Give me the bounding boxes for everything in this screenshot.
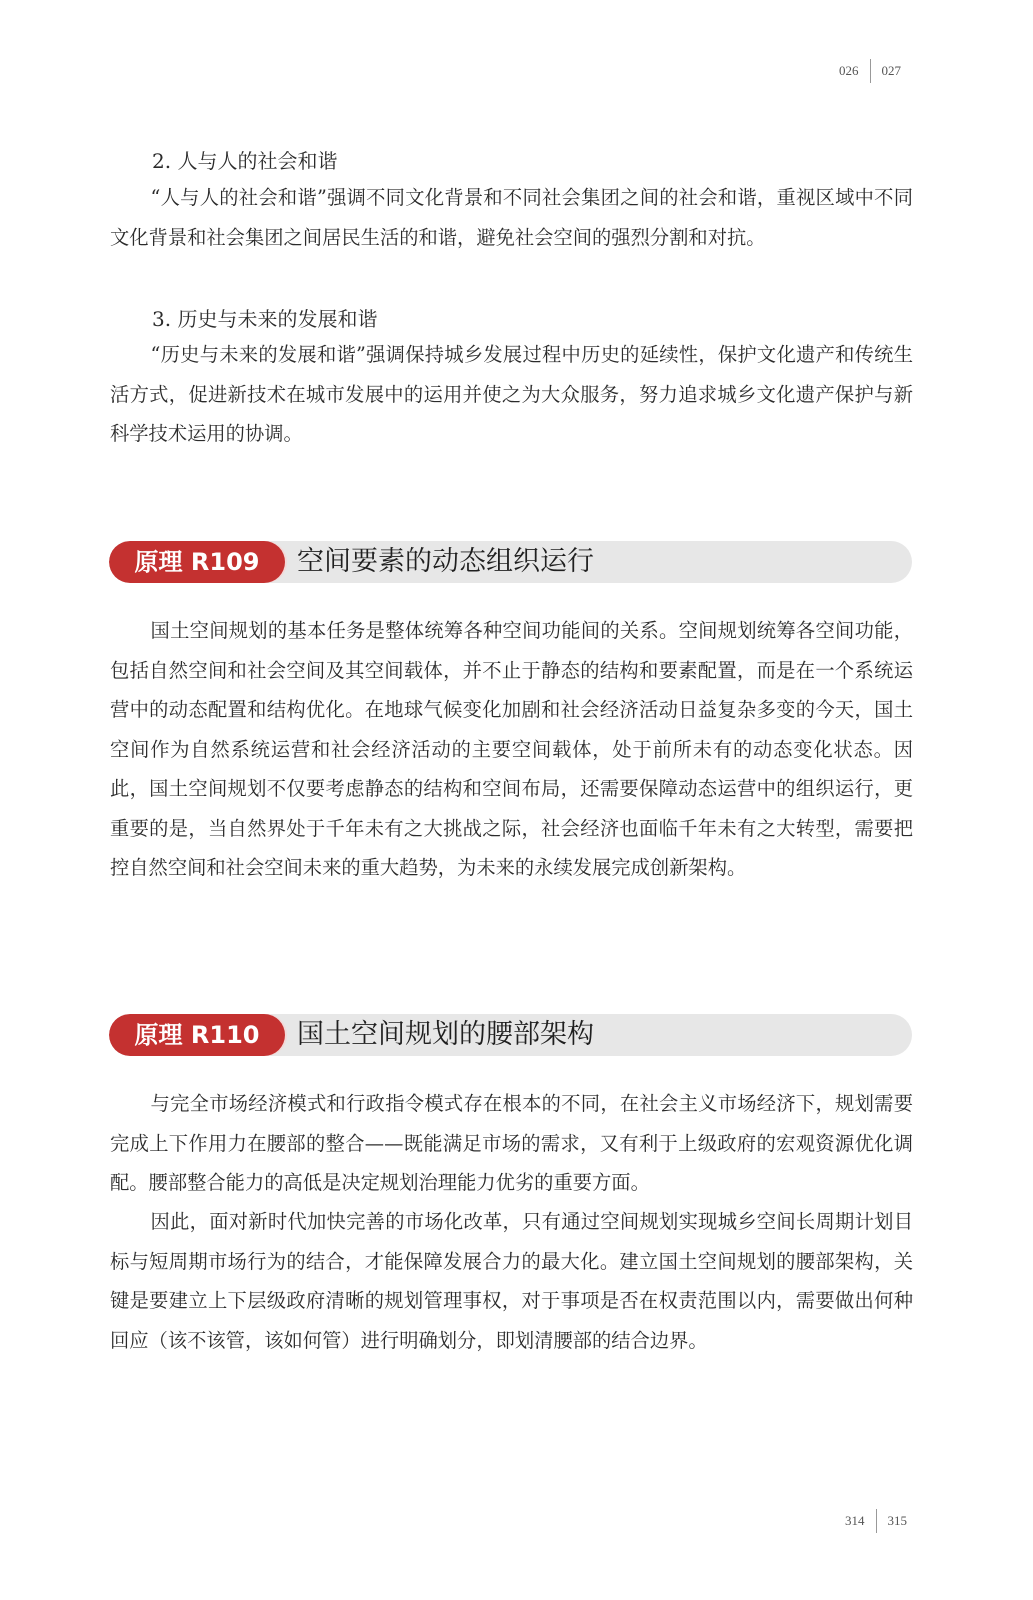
page-number-divider <box>876 1509 877 1533</box>
principle-body-r110-p2: 因此，面对新时代加快完善的市场化改革，只有通过空间规划实现城乡空间长周期计划目标与短周期市场行为的结合，才能保障发展合力的最大化。建立国土空间规划的腰部架构，关键是要建立上下层级政府清晰的规划管理事权，对于事项是否在权责范围以内，需要做出何种回应（该不该管，该如何管）进行明确划分，即划清腰部的结合边界。 <box>110 1210 913 1352</box>
page-number-right: 315 <box>887 1513 907 1528</box>
section-body-3: “历史与未来的发展和谐”强调保持城乡发展过程中历史的延续性，保护文化遗产和传统生活方式，促进新技术在城市发展中的运用并使之为大众服务，努力追求城乡文化遗产保护与新科学技术运用的协调。 <box>110 343 913 445</box>
section-heading-2: 2. 人与人的社会和谐 <box>152 149 338 173</box>
principle-body-r110-p1: 与完全市场经济模式和行政指令模式存在根本的不同，在社会主义市场经济下，规划需要完成上下作用力在腰部的整合——既能满足市场的需求，又有利于上级政府的宏观资源优化调配。腰部整合能力的高低是决定规划治理能力优劣的重要方面。 <box>110 1092 913 1194</box>
principle-title-r109: 空间要素的动态组织运行 <box>297 546 594 577</box>
page-number-right: 027 <box>881 63 901 78</box>
principle-tag-r109: 原理 R109 <box>109 541 285 583</box>
section-body-2: “人与人的社会和谐”强调不同文化背景和不同社会集团之间的社会和谐，重视区域中不同文化背景和社会集团之间居民生活的和谐，避免社会空间的强烈分割和对抗。 <box>110 186 913 249</box>
page-number-top <box>839 59 901 83</box>
section-heading-3: 3. 历史与未来的发展和谐 <box>152 307 378 331</box>
page-number-left: 026 <box>839 63 859 78</box>
principle-title-r110: 国土空间规划的腰部架构 <box>297 1019 594 1050</box>
page-number-left: 314 <box>845 1513 865 1528</box>
page-number-divider <box>870 59 871 83</box>
principle-tag-r110: 原理 R110 <box>109 1014 285 1056</box>
principle-banner-r110 <box>109 1014 912 1056</box>
principle-banner-r109 <box>109 541 912 583</box>
principle-body-r109: 国土空间规划的基本任务是整体统筹各种空间功能间的关系。空间规划统筹各空间功能，包括自然空间和社会空间及其空间载体，并不止于静态的结构和要素配置，而是在一个系统运营中的动态配置和结构优化。在地球气候变化加剧和社会经济活动日益复杂多变的今天，国土空间作为自然系统运营和社会经济活动的主要空间载体，处于前所未有的动态变化状态。因此，国土空间规划不仅要考虑静态的结构和空间布局，还需要保障动态运营中的组织运行，更重要的是，当自然界处于千年未有之大挑战之际，社会经济也面临千年未有之大转型，需要把控自然空间和社会空间未来的重大趋势，为未来的永续发展完成创新架构。 <box>110 619 913 879</box>
page-number-bottom <box>845 1509 907 1533</box>
